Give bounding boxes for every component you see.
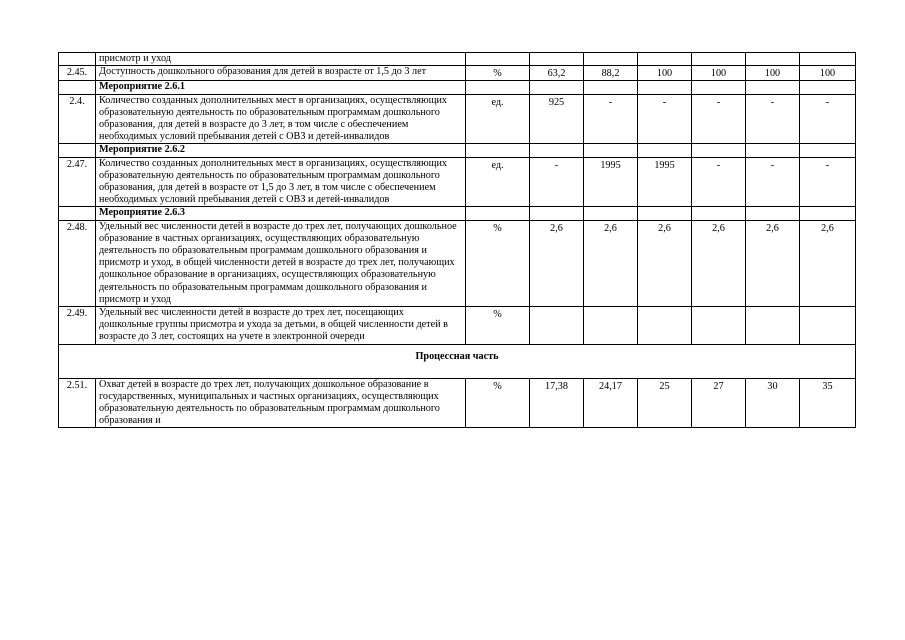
value-cell xyxy=(692,144,746,157)
value-cell: 17,38 xyxy=(530,378,584,428)
row-number: 2.45. xyxy=(59,66,96,81)
value-cell: - xyxy=(746,157,800,207)
value-cell: 2,6 xyxy=(800,220,856,306)
indicator-text: Доступность дошкольного образования для детей в возрасте от 1,5 до 3 лет xyxy=(96,66,466,81)
value-cell xyxy=(584,53,638,66)
unit-cell: % xyxy=(466,66,530,81)
value-cell: 100 xyxy=(800,66,856,81)
value-cell: 88,2 xyxy=(584,66,638,81)
indicator-text: Количество созданных дополнительных мест в организациях, осуществляющих образовательную деятельность по образовательным программам дошкольного образования, для детей в возрасте от 1,5 до 3 лет, в том числе с обеспечением необходимых условий пребывания детей с ОВЗ и детей-инвалидов xyxy=(96,157,466,207)
value-cell xyxy=(584,144,638,157)
unit-cell: % xyxy=(466,378,530,428)
value-cell: - xyxy=(692,94,746,144)
table-row xyxy=(59,66,856,81)
table-body xyxy=(59,53,856,428)
value-cell xyxy=(638,144,692,157)
activity-heading: Мероприятие 2.6.1 xyxy=(96,81,466,94)
row-number: 2.51. xyxy=(59,378,96,428)
value-cell: - xyxy=(584,94,638,144)
value-cell xyxy=(692,81,746,94)
table-row xyxy=(59,307,856,345)
row-number xyxy=(59,81,96,94)
value-cell: 63,2 xyxy=(530,66,584,81)
value-cell xyxy=(466,53,530,66)
value-cell xyxy=(466,81,530,94)
value-cell xyxy=(800,307,856,345)
value-cell xyxy=(692,53,746,66)
row-number: 2.49. xyxy=(59,307,96,345)
value-cell: 100 xyxy=(638,66,692,81)
indicator-text: Количество созданных дополнительных мест в организациях, осуществляющих образовательную деятельность по образовательным программам дошкольного образования, для детей в возрасте до 3 лет, в том числе с обеспечением необходимых условий пребывания детей с ОВЗ и детей-инвалидов xyxy=(96,94,466,144)
table-row xyxy=(59,157,856,207)
value-cell xyxy=(638,307,692,345)
value-cell: 2,6 xyxy=(692,220,746,306)
value-cell: 1995 xyxy=(584,157,638,207)
value-cell xyxy=(584,307,638,345)
table-row xyxy=(59,207,856,220)
value-cell xyxy=(800,53,856,66)
indicator-text: Удельный вес численности детей в возрасте до трех лет, получающих дошкольное образование в частных организациях, осуществляющих образовательную деятельность по образовательным программам дошкольного образования и присмотр и уход, в общей численности детей в возрасте до трех лет, получающих дошкольное образование в организациях, осуществляющих образовательную деятельность по образовательным программам дошкольного образования и присмотр и уход xyxy=(96,220,466,306)
value-cell xyxy=(530,207,584,220)
unit-cell: % xyxy=(466,220,530,306)
row-number xyxy=(59,207,96,220)
value-cell xyxy=(530,307,584,345)
value-cell xyxy=(692,307,746,345)
indicator-text: Охват детей в возрасте до трех лет, получающих дошкольное образование в государственных, муниципальных и частных организациях, осуществляющих образовательную деятельность по образовательным программам дошкольного образования и xyxy=(96,378,466,428)
row-number: 2.47. xyxy=(59,157,96,207)
row-number: 2.48. xyxy=(59,220,96,306)
value-cell: - xyxy=(530,157,584,207)
section-title: Процессная часть xyxy=(59,344,856,378)
value-cell xyxy=(638,81,692,94)
unit-cell: % xyxy=(466,307,530,345)
value-cell: 2,6 xyxy=(584,220,638,306)
value-cell xyxy=(746,81,800,94)
value-cell xyxy=(466,207,530,220)
value-cell xyxy=(746,207,800,220)
value-cell xyxy=(638,207,692,220)
table-row xyxy=(59,53,856,66)
value-cell xyxy=(746,144,800,157)
value-cell xyxy=(746,307,800,345)
value-cell: 925 xyxy=(530,94,584,144)
value-cell: 100 xyxy=(692,66,746,81)
table-row xyxy=(59,378,856,428)
value-cell: 2,6 xyxy=(746,220,800,306)
value-cell: - xyxy=(800,157,856,207)
activity-heading: Мероприятие 2.6.3 xyxy=(96,207,466,220)
value-cell xyxy=(746,53,800,66)
value-cell xyxy=(530,81,584,94)
table-row xyxy=(59,94,856,144)
value-cell: 25 xyxy=(638,378,692,428)
table-row xyxy=(59,144,856,157)
value-cell: 35 xyxy=(800,378,856,428)
value-cell: 30 xyxy=(746,378,800,428)
row-number xyxy=(59,53,96,66)
unit-cell: ед. xyxy=(466,157,530,207)
indicators-table xyxy=(58,52,856,428)
value-cell xyxy=(584,207,638,220)
value-cell xyxy=(584,81,638,94)
value-cell: 2,6 xyxy=(530,220,584,306)
value-cell xyxy=(530,53,584,66)
value-cell: 24,17 xyxy=(584,378,638,428)
value-cell xyxy=(800,144,856,157)
value-cell xyxy=(638,53,692,66)
value-cell xyxy=(692,207,746,220)
table-row xyxy=(59,344,856,378)
value-cell xyxy=(800,81,856,94)
value-cell: 27 xyxy=(692,378,746,428)
table-row xyxy=(59,220,856,306)
value-cell: 2,6 xyxy=(638,220,692,306)
row-number: 2.4. xyxy=(59,94,96,144)
value-cell: 1995 xyxy=(638,157,692,207)
value-cell xyxy=(800,207,856,220)
unit-cell: ед. xyxy=(466,94,530,144)
value-cell xyxy=(466,144,530,157)
activity-heading: Мероприятие 2.6.2 xyxy=(96,144,466,157)
row-number xyxy=(59,144,96,157)
value-cell: - xyxy=(800,94,856,144)
value-cell: - xyxy=(692,157,746,207)
indicator-text: присмотр и уход xyxy=(96,53,466,66)
value-cell: - xyxy=(638,94,692,144)
value-cell xyxy=(530,144,584,157)
value-cell: - xyxy=(746,94,800,144)
value-cell: 100 xyxy=(746,66,800,81)
indicator-text: Удельный вес численности детей в возрасте до трех лет, посещающих дошкольные группы присмотра и ухода за детьми, в общей численности детей в возрасте до 3 лет, состоящих на учете в электронной очереди xyxy=(96,307,466,345)
table-row xyxy=(59,81,856,94)
